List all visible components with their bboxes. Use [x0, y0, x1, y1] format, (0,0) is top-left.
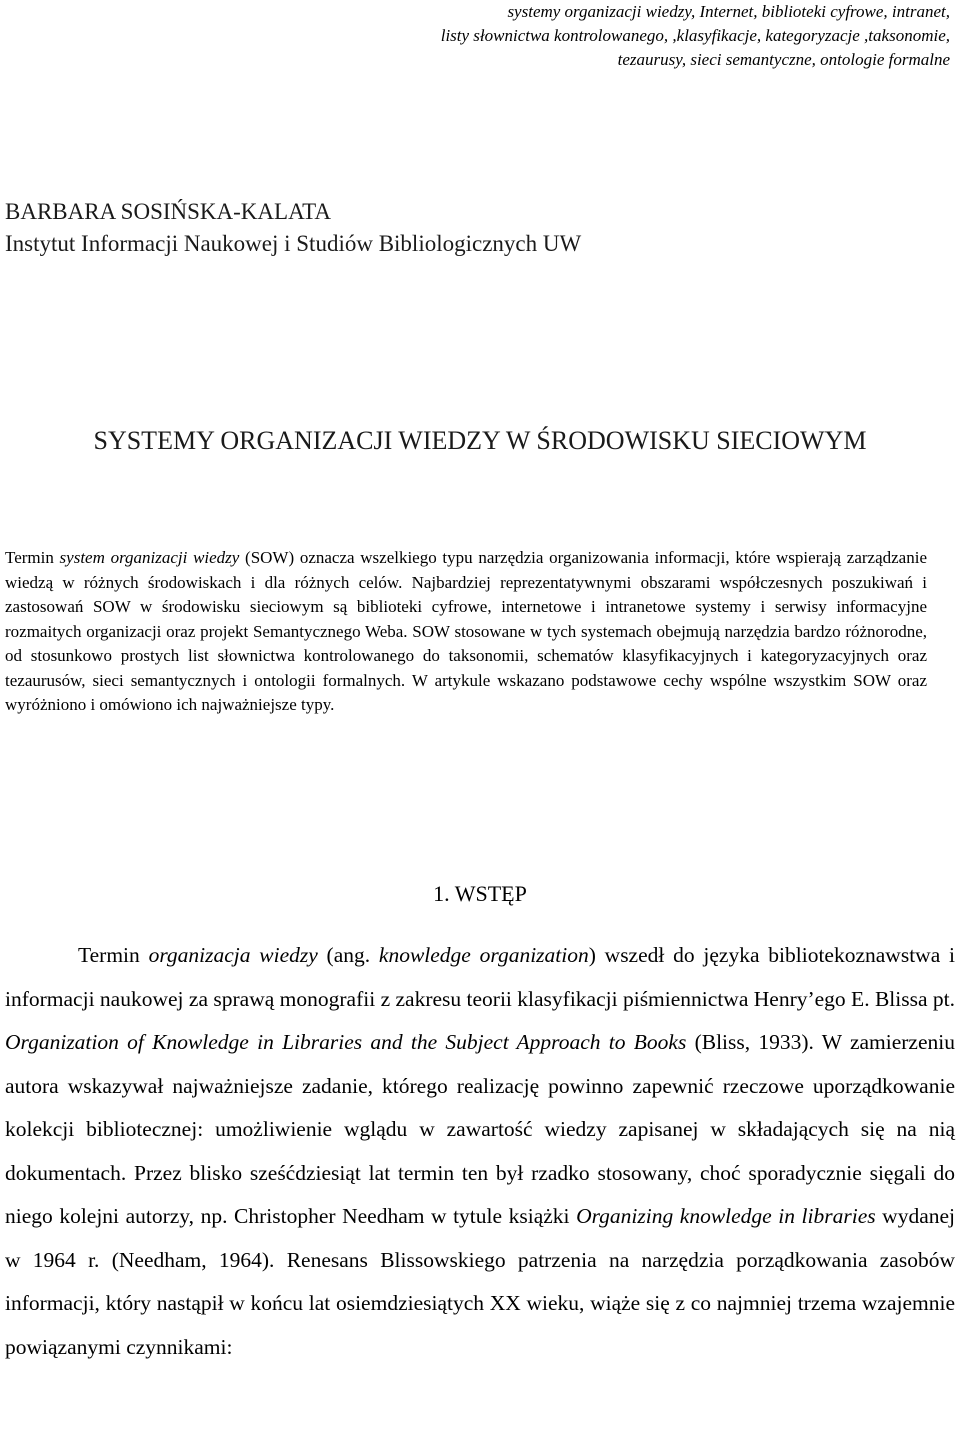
article-title: SYSTEMY ORGANIZACJI WIEDZY W ŚRODOWISKU SIECIOWYM [93, 426, 867, 455]
body-text: wydanej w 1964 r. (Needham, 1964). Renesans Blissowskiego patrzenia na narzędzia porządkowania zasobów informacji, który nastąpił w końcu lat osiemdziesiątych XX wieku, wiąże się z co najmniej trzema wzajemnie powiązanymi czynnikami: [5, 1204, 955, 1359]
keywords-line: listy słownictwa kontrolowanego, ,klasyfikacje, kategoryzacje ,taksonomie, [440, 26, 950, 45]
body-text: ) wszedł do języka bibliotekoznawstwa i informacji naukowej za sprawą monografii z zakresu teorii klasyfikacji piśmiennictwa Henry’ego E. Blissa pt. [5, 943, 955, 1011]
abstract-paragraph [5, 546, 927, 718]
section-heading: 1. WSTĘP [433, 881, 527, 906]
author-name: BARBARA SOSIŃSKA-KALATA [5, 199, 331, 224]
abstract-term: system organizacji wiedzy [59, 548, 240, 567]
book-title: Organizing knowledge in libraries [576, 1204, 876, 1228]
book-title: Organization of Knowledge in Libraries and the Subject Approach to Books [5, 1030, 687, 1054]
body-text: (Bliss, 1933). W zamierzeniu autora wskazywał najważniejsze zadanie, którego realizację powinno zapewnić rzeczowe uporządkowanie kolekcji bibliotecznej: umożliwienie wglądu w zawartość wiedzy zapisanej w składających się na nią dokumentach. Przez blisko sześćdziesiąt lat termin ten był rzadko stosowany, choć sporadycznie sięgali do niego kolejni autorzy, np. Christopher Needham w tytule książki [5, 1030, 955, 1228]
body-term: organizacja wiedzy [148, 943, 318, 967]
body-text: (ang. [317, 943, 379, 967]
body-text: Termin [78, 943, 149, 967]
abstract-text: Termin [5, 548, 60, 567]
abstract-text: (SOW) oznacza wszelkiego typu narzędzia organizowania informacji, które wspierają zarządzanie wiedzą w różnych środowiskach i dla różnych celów. Najbardziej reprezentatywnymi obszarami współczesnych poszukiwań i zastosowań SOW w środowisku sieciowym są biblioteki cyfrowe, internetowe i intranetowe systemy i serwisy informacyjne rozmaitych organizacji oraz projekt Semantycznego Weba. SOW stosowane w tych systemach obejmują narzędzia bardzo różnorodne, od stosunkowo prostych list słownictwa kontrolowanego do taksonomii, schematów klasyfikacyjnych i kategoryzacyjnych oraz tezaurusów, sieci semantycznych i ontologii formalnych. W artykule wskazano podstawowe cechy wspólne wszystkim SOW oraz wyróżniono i omówiono ich najważniejsze typy. [5, 548, 927, 714]
keywords-line: tezaurusy, sieci semantyczne, ontologie formalne [617, 50, 950, 69]
author-affiliation: Instytut Informacji Naukowej i Studiów Bibliologicznych UW [5, 231, 582, 256]
body-paragraph [5, 934, 955, 1369]
keywords-line: systemy organizacji wiedzy, Internet, biblioteki cyfrowe, intranet, [507, 2, 950, 21]
author-block [5, 196, 581, 260]
keywords-header [50, 0, 950, 72]
body-term: knowledge organization [378, 943, 589, 967]
